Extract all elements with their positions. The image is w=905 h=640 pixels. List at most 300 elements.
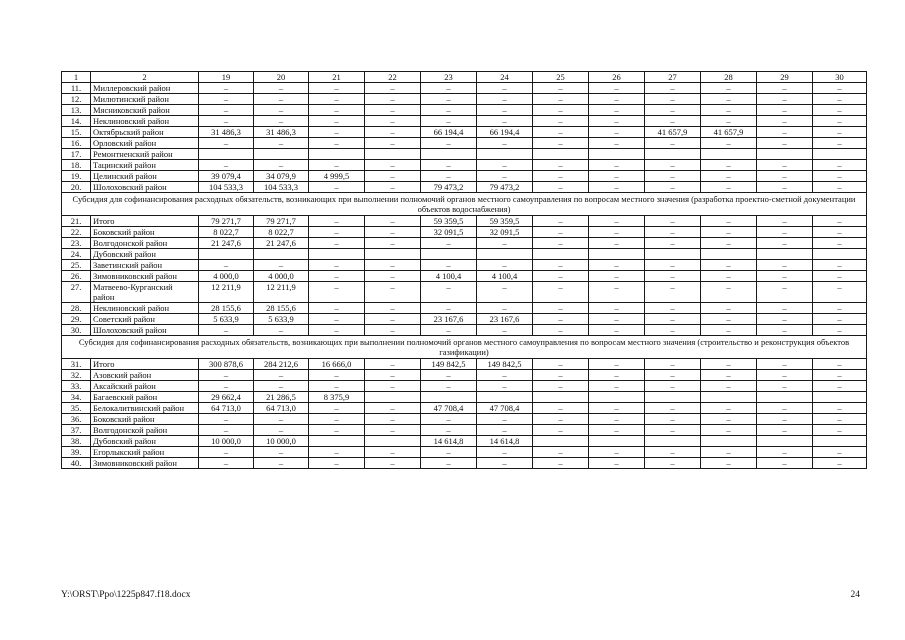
value-cell: 12 211,9 bbox=[254, 282, 309, 303]
value-cell: – bbox=[421, 260, 477, 271]
value-cell bbox=[533, 249, 589, 260]
value-cell: – bbox=[645, 359, 701, 370]
value-cell bbox=[365, 436, 421, 447]
value-cell: – bbox=[365, 105, 421, 116]
value-cell: – bbox=[533, 447, 589, 458]
row-number: 31. bbox=[62, 359, 91, 370]
row-number: 30. bbox=[62, 325, 91, 336]
value-cell: – bbox=[421, 370, 477, 381]
value-cell: – bbox=[757, 447, 813, 458]
value-cell: 12 211,9 bbox=[199, 282, 254, 303]
value-cell: – bbox=[309, 282, 365, 303]
value-cell: – bbox=[645, 83, 701, 94]
value-cell: – bbox=[533, 83, 589, 94]
value-cell: 284 212,6 bbox=[254, 359, 309, 370]
value-cell bbox=[589, 149, 645, 160]
value-cell: – bbox=[589, 227, 645, 238]
row-number: 35. bbox=[62, 403, 91, 414]
district-name: Аксайский район bbox=[91, 381, 199, 392]
value-cell: – bbox=[757, 138, 813, 149]
value-cell: – bbox=[589, 303, 645, 314]
row-number: 36. bbox=[62, 414, 91, 425]
value-cell: – bbox=[813, 138, 867, 149]
value-cell: – bbox=[365, 458, 421, 469]
row-number: 26. bbox=[62, 271, 91, 282]
table-row bbox=[62, 447, 867, 458]
value-cell: – bbox=[199, 94, 254, 105]
value-cell: – bbox=[589, 381, 645, 392]
value-cell: – bbox=[421, 282, 477, 303]
value-cell: – bbox=[365, 425, 421, 436]
value-cell: – bbox=[645, 314, 701, 325]
row-number: 28. bbox=[62, 303, 91, 314]
table-row bbox=[62, 227, 867, 238]
district-name: Тацинский район bbox=[91, 160, 199, 171]
value-cell: – bbox=[254, 83, 309, 94]
value-cell: – bbox=[477, 303, 533, 314]
value-cell: – bbox=[757, 325, 813, 336]
table-row bbox=[62, 105, 867, 116]
value-cell: 66 194,4 bbox=[421, 127, 477, 138]
value-cell: – bbox=[309, 381, 365, 392]
table-row bbox=[62, 160, 867, 171]
table-row bbox=[62, 271, 867, 282]
district-name: Боковский район bbox=[91, 414, 199, 425]
row-number: 16. bbox=[62, 138, 91, 149]
row-number: 29. bbox=[62, 314, 91, 325]
value-cell: – bbox=[477, 414, 533, 425]
row-number: 39. bbox=[62, 447, 91, 458]
value-cell: – bbox=[589, 127, 645, 138]
value-cell: – bbox=[254, 116, 309, 127]
value-cell: – bbox=[365, 403, 421, 414]
value-cell: – bbox=[254, 260, 309, 271]
value-cell: – bbox=[199, 370, 254, 381]
section-title: Субсидия для софинансирования расходных обязательств, возникающих при выполнении полномочий органов местного самоуправления по вопросам местного значения (разработка проектно-сметной документации объектов водоснабжения) bbox=[62, 193, 867, 216]
value-cell: – bbox=[701, 403, 757, 414]
district-name: Дубовский район bbox=[91, 436, 199, 447]
value-cell: 4 999,5 bbox=[309, 171, 365, 182]
value-cell: – bbox=[701, 94, 757, 105]
value-cell: – bbox=[254, 447, 309, 458]
value-cell: – bbox=[757, 171, 813, 182]
district-name: Орловский район bbox=[91, 138, 199, 149]
value-cell: – bbox=[645, 271, 701, 282]
value-cell: 4 100,4 bbox=[421, 271, 477, 282]
value-cell: – bbox=[477, 94, 533, 105]
district-name: Октябрьский район bbox=[91, 127, 199, 138]
column-number-header: 26 bbox=[589, 72, 645, 83]
column-number-header: 29 bbox=[757, 72, 813, 83]
document-path: Y:\ORST\Ppo\1225p847.f18.docx bbox=[61, 590, 191, 600]
value-cell: – bbox=[813, 127, 867, 138]
value-cell: – bbox=[477, 370, 533, 381]
column-number-header: 21 bbox=[309, 72, 365, 83]
value-cell: – bbox=[254, 138, 309, 149]
value-cell: – bbox=[254, 370, 309, 381]
section-header-row bbox=[62, 336, 867, 359]
row-number: 13. bbox=[62, 105, 91, 116]
value-cell: – bbox=[365, 238, 421, 249]
table-row bbox=[62, 425, 867, 436]
column-number-header: 22 bbox=[365, 72, 421, 83]
value-cell: – bbox=[813, 116, 867, 127]
value-cell: 23 167,6 bbox=[477, 314, 533, 325]
value-cell: – bbox=[199, 458, 254, 469]
value-cell bbox=[701, 436, 757, 447]
value-cell: – bbox=[477, 116, 533, 127]
value-cell: 104 533,3 bbox=[199, 182, 254, 193]
table-row bbox=[62, 171, 867, 182]
value-cell: – bbox=[533, 370, 589, 381]
value-cell: – bbox=[813, 160, 867, 171]
value-cell: 47 708,4 bbox=[477, 403, 533, 414]
value-cell: – bbox=[421, 425, 477, 436]
value-cell: – bbox=[645, 425, 701, 436]
value-cell: – bbox=[365, 160, 421, 171]
value-cell: – bbox=[421, 83, 477, 94]
value-cell: – bbox=[254, 381, 309, 392]
value-cell: – bbox=[533, 94, 589, 105]
district-name: Белокалитвинский район bbox=[91, 403, 199, 414]
value-cell: – bbox=[645, 458, 701, 469]
value-cell: – bbox=[421, 171, 477, 182]
value-cell: – bbox=[645, 116, 701, 127]
value-cell bbox=[813, 149, 867, 160]
value-cell: 41 657,9 bbox=[701, 127, 757, 138]
value-cell: – bbox=[757, 403, 813, 414]
value-cell: – bbox=[757, 116, 813, 127]
value-cell: – bbox=[309, 138, 365, 149]
value-cell: – bbox=[813, 271, 867, 282]
table-row bbox=[62, 182, 867, 193]
district-name: Советский район bbox=[91, 314, 199, 325]
column-number-header: 2 bbox=[91, 72, 199, 83]
value-cell: – bbox=[757, 314, 813, 325]
value-cell bbox=[645, 392, 701, 403]
value-cell: – bbox=[645, 182, 701, 193]
district-name: Зимовниковский район bbox=[91, 271, 199, 282]
value-cell: 16 666,0 bbox=[309, 359, 365, 370]
value-cell bbox=[421, 249, 477, 260]
value-cell: – bbox=[309, 414, 365, 425]
value-cell: 300 878,6 bbox=[199, 359, 254, 370]
value-cell: – bbox=[701, 271, 757, 282]
value-cell: – bbox=[813, 216, 867, 227]
value-cell: – bbox=[533, 138, 589, 149]
value-cell: – bbox=[813, 403, 867, 414]
value-cell: 31 486,3 bbox=[254, 127, 309, 138]
value-cell: – bbox=[645, 160, 701, 171]
row-number: 23. bbox=[62, 238, 91, 249]
value-cell bbox=[645, 249, 701, 260]
value-cell: – bbox=[477, 447, 533, 458]
district-name: Заветинский район bbox=[91, 260, 199, 271]
value-cell: – bbox=[477, 425, 533, 436]
value-cell: – bbox=[589, 105, 645, 116]
value-cell: – bbox=[199, 83, 254, 94]
value-cell: 5 633,9 bbox=[199, 314, 254, 325]
value-cell: – bbox=[757, 94, 813, 105]
value-cell: – bbox=[589, 325, 645, 336]
value-cell: – bbox=[365, 216, 421, 227]
value-cell: 59 359,5 bbox=[477, 216, 533, 227]
value-cell: – bbox=[533, 127, 589, 138]
value-cell: – bbox=[645, 238, 701, 249]
value-cell: – bbox=[365, 271, 421, 282]
value-cell: – bbox=[309, 94, 365, 105]
row-number: 40. bbox=[62, 458, 91, 469]
value-cell: – bbox=[757, 303, 813, 314]
value-cell: – bbox=[477, 325, 533, 336]
value-cell: – bbox=[701, 160, 757, 171]
row-number: 19. bbox=[62, 171, 91, 182]
value-cell bbox=[421, 392, 477, 403]
value-cell: 10 000,0 bbox=[199, 436, 254, 447]
row-number: 33. bbox=[62, 381, 91, 392]
value-cell: – bbox=[701, 370, 757, 381]
value-cell bbox=[421, 149, 477, 160]
value-cell: – bbox=[589, 171, 645, 182]
value-cell: – bbox=[365, 116, 421, 127]
value-cell: 8 022,7 bbox=[254, 227, 309, 238]
value-cell bbox=[813, 249, 867, 260]
row-number: 34. bbox=[62, 392, 91, 403]
district-name: Итого bbox=[91, 216, 199, 227]
value-cell: – bbox=[645, 138, 701, 149]
value-cell: – bbox=[533, 238, 589, 249]
value-cell: – bbox=[365, 370, 421, 381]
district-name: Шолоховский район bbox=[91, 182, 199, 193]
value-cell: – bbox=[589, 425, 645, 436]
value-cell: – bbox=[701, 425, 757, 436]
value-cell: – bbox=[645, 216, 701, 227]
value-cell bbox=[701, 392, 757, 403]
value-cell: 149 842,5 bbox=[477, 359, 533, 370]
column-number-header: 24 bbox=[477, 72, 533, 83]
column-number-header: 30 bbox=[813, 72, 867, 83]
table-row bbox=[62, 403, 867, 414]
value-cell: – bbox=[533, 105, 589, 116]
table-row bbox=[62, 359, 867, 370]
district-name: Целинский район bbox=[91, 171, 199, 182]
district-name: Милютинский район bbox=[91, 94, 199, 105]
value-cell: – bbox=[421, 325, 477, 336]
value-cell: – bbox=[254, 105, 309, 116]
table-row bbox=[62, 116, 867, 127]
value-cell: – bbox=[701, 282, 757, 303]
value-cell: 32 091,5 bbox=[477, 227, 533, 238]
column-number-header: 27 bbox=[645, 72, 701, 83]
value-cell bbox=[199, 149, 254, 160]
value-cell bbox=[533, 436, 589, 447]
value-cell bbox=[199, 249, 254, 260]
value-cell: – bbox=[533, 359, 589, 370]
value-cell: – bbox=[365, 303, 421, 314]
value-cell: – bbox=[477, 171, 533, 182]
value-cell: – bbox=[533, 381, 589, 392]
value-cell: – bbox=[421, 116, 477, 127]
row-number: 15. bbox=[62, 127, 91, 138]
value-cell bbox=[813, 436, 867, 447]
column-number-header: 23 bbox=[421, 72, 477, 83]
row-number: 27. bbox=[62, 282, 91, 303]
value-cell: – bbox=[813, 105, 867, 116]
value-cell: – bbox=[813, 414, 867, 425]
value-cell: – bbox=[365, 260, 421, 271]
table-row bbox=[62, 282, 867, 303]
value-cell: 39 079,4 bbox=[199, 171, 254, 182]
value-cell: – bbox=[701, 227, 757, 238]
value-cell: – bbox=[421, 458, 477, 469]
district-name: Дубовский район bbox=[91, 249, 199, 260]
value-cell: – bbox=[813, 425, 867, 436]
value-cell: – bbox=[701, 325, 757, 336]
row-number: 11. bbox=[62, 83, 91, 94]
value-cell bbox=[701, 149, 757, 160]
value-cell: – bbox=[589, 216, 645, 227]
district-name: Боковский район bbox=[91, 227, 199, 238]
value-cell bbox=[589, 392, 645, 403]
row-number: 12. bbox=[62, 94, 91, 105]
value-cell bbox=[645, 149, 701, 160]
value-cell: – bbox=[309, 303, 365, 314]
value-cell: – bbox=[309, 260, 365, 271]
value-cell bbox=[589, 436, 645, 447]
value-cell: – bbox=[309, 370, 365, 381]
value-cell: – bbox=[757, 414, 813, 425]
value-cell: – bbox=[309, 160, 365, 171]
value-cell: – bbox=[589, 414, 645, 425]
district-name: Багаевский район bbox=[91, 392, 199, 403]
value-cell: – bbox=[701, 171, 757, 182]
table-row bbox=[62, 249, 867, 260]
value-cell: – bbox=[199, 105, 254, 116]
section-title: Субсидия для софинансирования расходных обязательств, возникающих при выполнении полномочий органов местного самоуправления по вопросам местного значения (строительство и реконструкция объектов газификации) bbox=[62, 336, 867, 359]
value-cell: – bbox=[701, 260, 757, 271]
value-cell bbox=[757, 249, 813, 260]
value-cell: – bbox=[365, 227, 421, 238]
value-cell: 8 022,7 bbox=[199, 227, 254, 238]
data-table bbox=[61, 71, 867, 469]
value-cell bbox=[589, 249, 645, 260]
value-cell bbox=[477, 149, 533, 160]
table-row bbox=[62, 314, 867, 325]
value-cell: – bbox=[757, 282, 813, 303]
value-cell: – bbox=[757, 458, 813, 469]
value-cell: – bbox=[701, 182, 757, 193]
district-name: Зимовниковский район bbox=[91, 458, 199, 469]
value-cell: 79 271,7 bbox=[254, 216, 309, 227]
value-cell: 8 375,9 bbox=[309, 392, 365, 403]
value-cell: – bbox=[309, 216, 365, 227]
value-cell: – bbox=[589, 271, 645, 282]
row-number: 24. bbox=[62, 249, 91, 260]
column-number-header: 19 bbox=[199, 72, 254, 83]
value-cell bbox=[813, 392, 867, 403]
value-cell: 34 079,9 bbox=[254, 171, 309, 182]
value-cell: – bbox=[421, 94, 477, 105]
district-name: Неклиновский район bbox=[91, 116, 199, 127]
row-number: 25. bbox=[62, 260, 91, 271]
value-cell: – bbox=[199, 425, 254, 436]
table-row bbox=[62, 83, 867, 94]
value-cell: – bbox=[309, 271, 365, 282]
value-cell: 79 473,2 bbox=[477, 182, 533, 193]
table-row bbox=[62, 149, 867, 160]
value-cell: – bbox=[365, 359, 421, 370]
value-cell: – bbox=[701, 138, 757, 149]
value-cell: 4 000,0 bbox=[254, 271, 309, 282]
table-row bbox=[62, 325, 867, 336]
value-cell: 28 155,6 bbox=[199, 303, 254, 314]
value-cell: – bbox=[309, 447, 365, 458]
value-cell: – bbox=[589, 447, 645, 458]
value-cell: – bbox=[421, 447, 477, 458]
value-cell: – bbox=[533, 325, 589, 336]
value-cell: – bbox=[477, 160, 533, 171]
table-row bbox=[62, 260, 867, 271]
page-number: 24 bbox=[850, 590, 860, 600]
value-cell: – bbox=[757, 83, 813, 94]
value-cell bbox=[477, 249, 533, 260]
value-cell: 21 247,6 bbox=[254, 238, 309, 249]
value-cell: – bbox=[199, 260, 254, 271]
column-number-header: 20 bbox=[254, 72, 309, 83]
value-cell: – bbox=[645, 105, 701, 116]
value-cell: 41 657,9 bbox=[645, 127, 701, 138]
value-cell bbox=[254, 149, 309, 160]
value-cell: – bbox=[309, 127, 365, 138]
district-name: Волгодонской район bbox=[91, 425, 199, 436]
value-cell bbox=[254, 249, 309, 260]
value-cell bbox=[757, 149, 813, 160]
value-cell bbox=[645, 436, 701, 447]
value-cell: – bbox=[701, 314, 757, 325]
value-cell: – bbox=[645, 370, 701, 381]
value-cell bbox=[701, 249, 757, 260]
value-cell: 10 000,0 bbox=[254, 436, 309, 447]
value-cell: – bbox=[365, 314, 421, 325]
district-name: Ремонтненский район bbox=[91, 149, 199, 160]
value-cell bbox=[477, 392, 533, 403]
value-cell: – bbox=[309, 182, 365, 193]
value-cell: – bbox=[533, 116, 589, 127]
column-number-header: 1 bbox=[62, 72, 91, 83]
value-cell: – bbox=[589, 458, 645, 469]
value-cell: – bbox=[477, 458, 533, 469]
value-cell: – bbox=[533, 458, 589, 469]
value-cell: 14 614,8 bbox=[421, 436, 477, 447]
value-cell: – bbox=[533, 160, 589, 171]
value-cell: 104 533,3 bbox=[254, 182, 309, 193]
value-cell: – bbox=[477, 282, 533, 303]
value-cell: – bbox=[309, 458, 365, 469]
value-cell: – bbox=[701, 381, 757, 392]
value-cell: – bbox=[589, 282, 645, 303]
value-cell bbox=[365, 392, 421, 403]
table-row bbox=[62, 392, 867, 403]
value-cell bbox=[533, 392, 589, 403]
value-cell: – bbox=[701, 414, 757, 425]
value-cell: – bbox=[309, 325, 365, 336]
value-cell: – bbox=[813, 359, 867, 370]
row-number: 22. bbox=[62, 227, 91, 238]
table-header-row bbox=[62, 72, 867, 83]
value-cell: – bbox=[645, 94, 701, 105]
column-number-header: 25 bbox=[533, 72, 589, 83]
district-name: Волгодонской район bbox=[91, 238, 199, 249]
